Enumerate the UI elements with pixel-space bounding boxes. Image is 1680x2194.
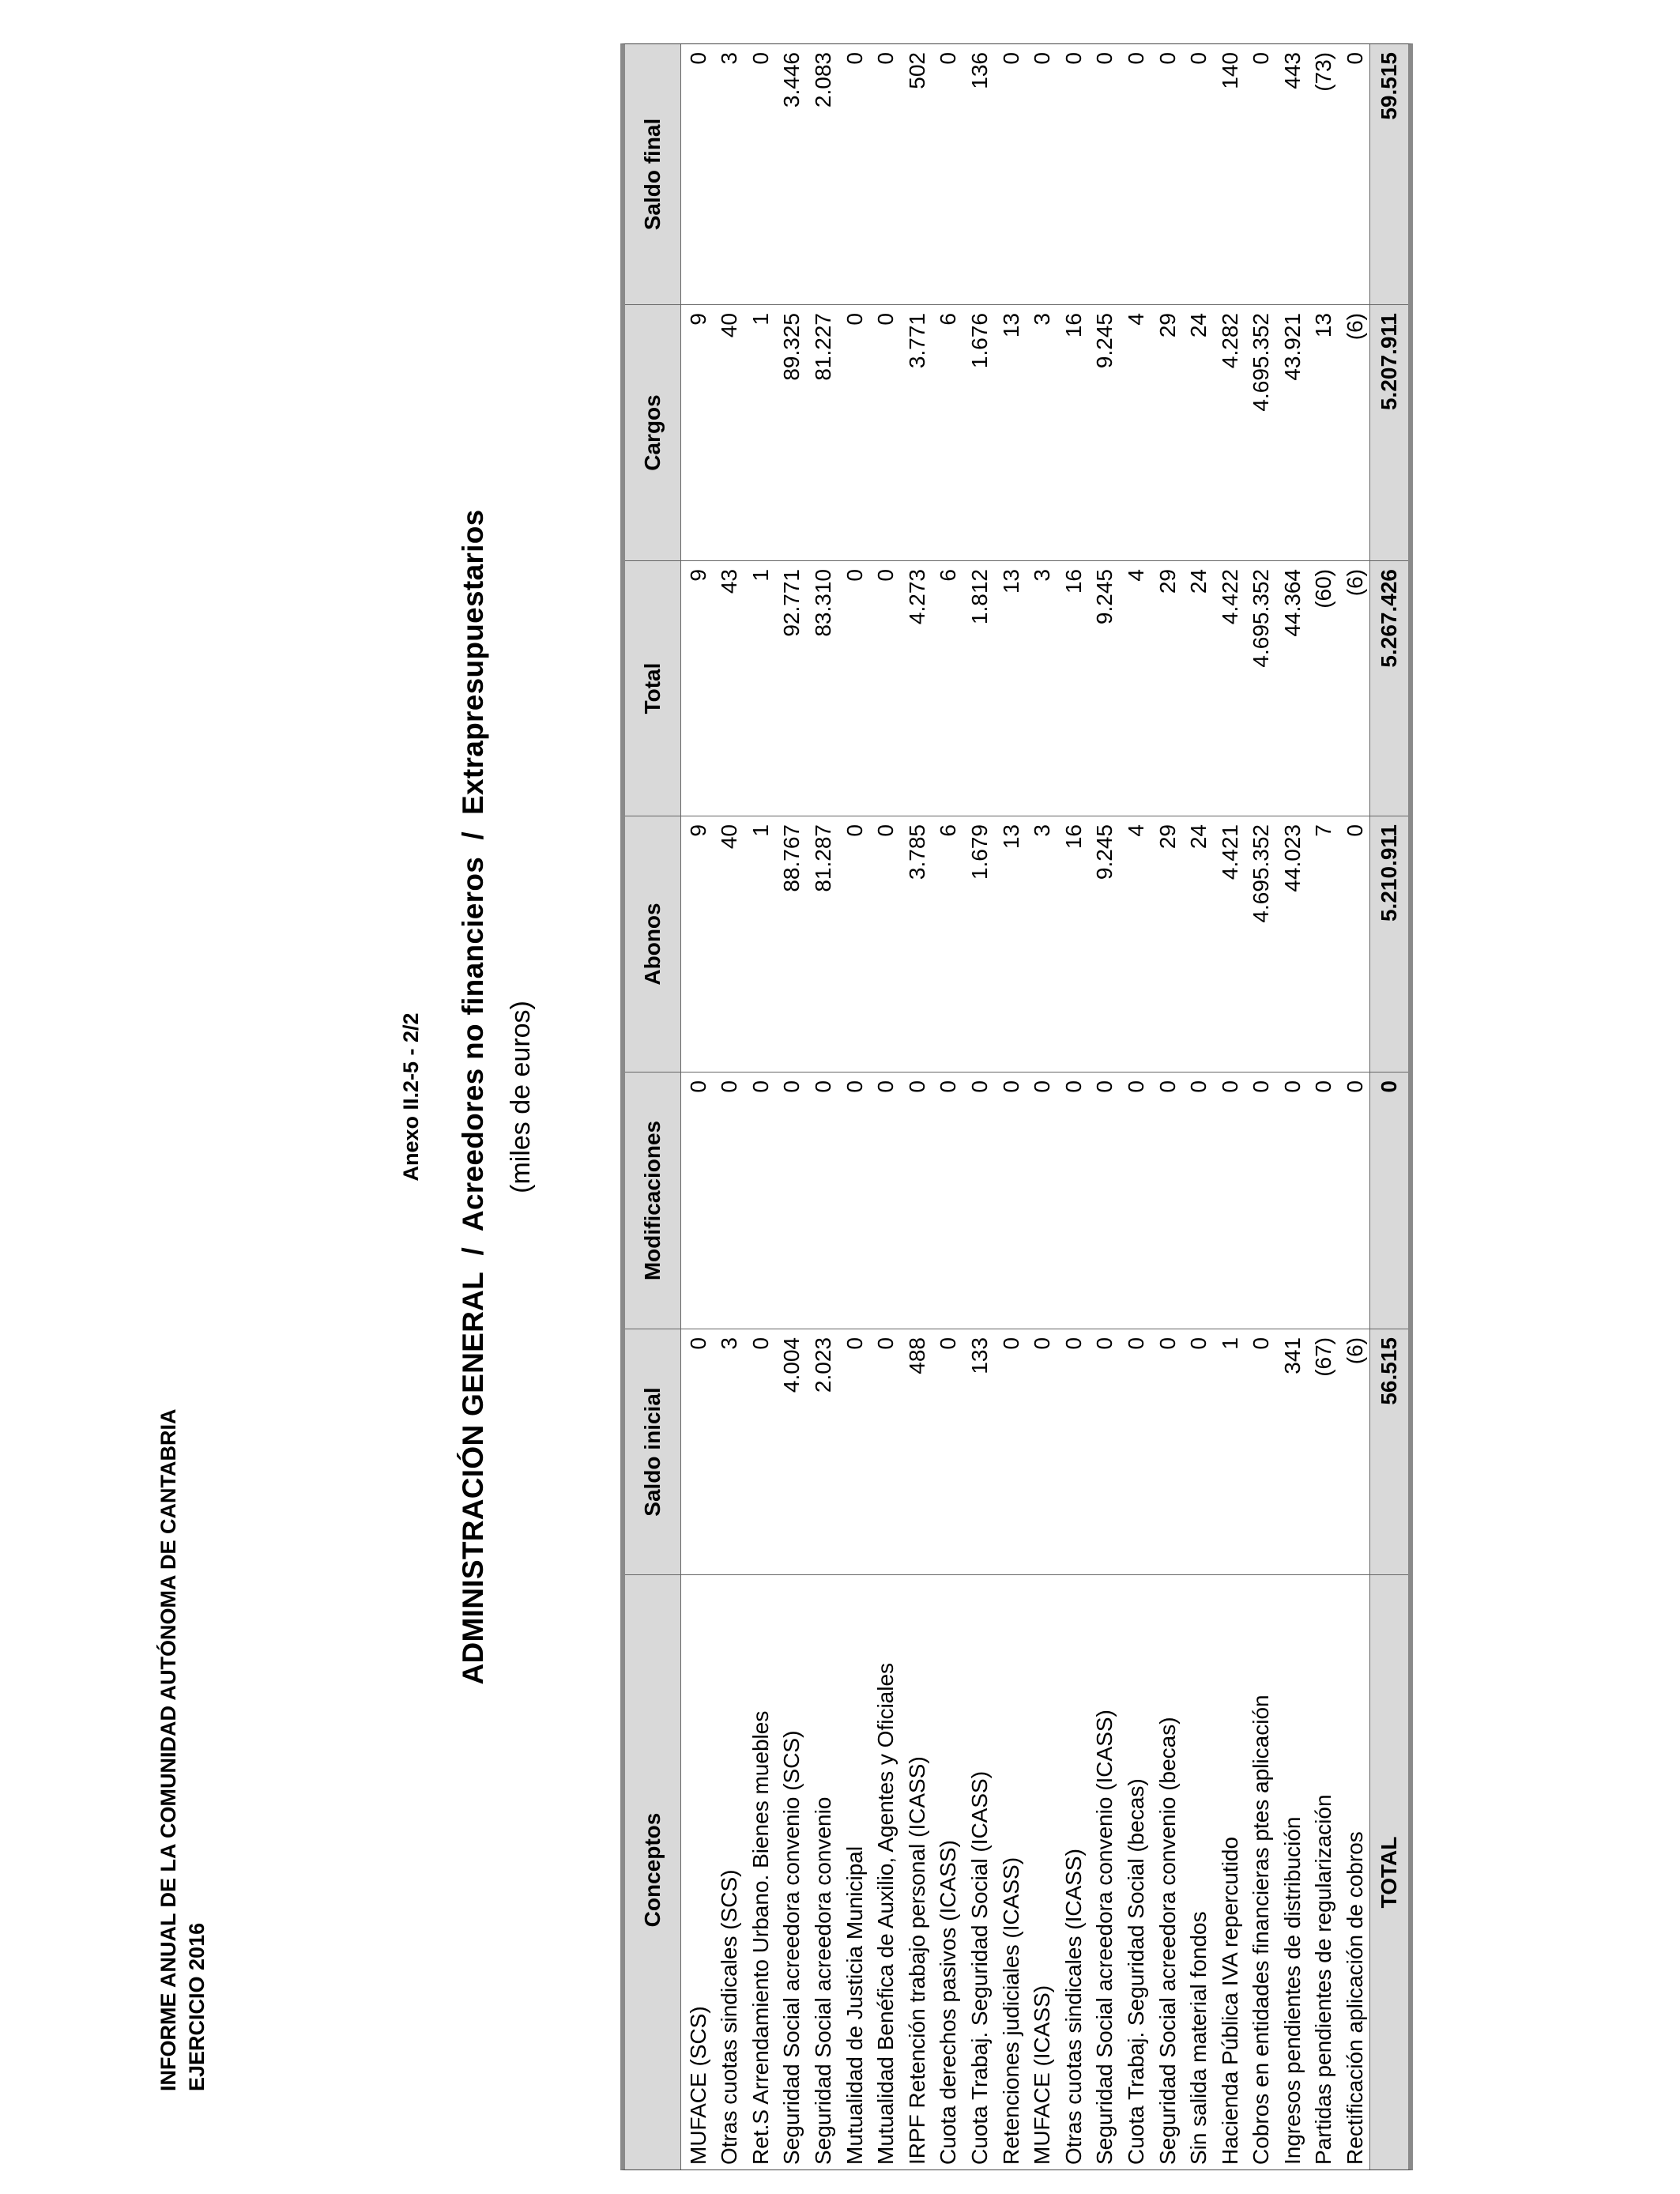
value-cell: 136: [966, 52, 992, 89]
value-cell: 0: [1119, 1329, 1151, 1574]
value-cell: (6): [1338, 560, 1369, 816]
concept-cell: Sin salida material fondos: [1182, 1574, 1214, 2169]
value-cell: 0: [748, 52, 773, 65]
total-value-cell: 0: [1370, 1072, 1408, 1329]
concept-cell: Cuota Trabaj. Seguridad Social (ICASS): [962, 1574, 994, 2169]
value-cell: 0: [1088, 1072, 1120, 1329]
value-cell: 0: [1030, 52, 1055, 65]
value-cell: 9: [681, 816, 713, 1072]
table-row: [806, 44, 838, 2169]
value-cell: 29: [1151, 816, 1182, 1072]
value-cell: 4.421: [1213, 816, 1245, 1072]
concept-cell: Mutualidad Benéfica de Auxilio, Agentes y Oficiales: [869, 1574, 901, 2169]
value-cell: 0: [869, 816, 901, 1072]
value-cell: 24: [1182, 304, 1214, 560]
concept-cell: Seguridad Social acreedora convenio (SCS): [775, 1574, 807, 2169]
value-cell: 4: [1119, 304, 1151, 560]
value-cell: 1: [744, 560, 775, 816]
concept-cell: Seguridad Social acreedora convenio (becas): [1151, 1574, 1182, 2169]
column-header: Conceptos: [625, 1574, 680, 2169]
value-cell: 0: [806, 1072, 838, 1329]
value-cell: 0: [838, 816, 869, 1072]
value-cell: 0: [994, 1072, 1026, 1329]
value-cell: 1.679: [962, 816, 994, 1072]
value-cell: 4.004: [775, 1329, 807, 1574]
value-cell: 0: [1060, 52, 1086, 65]
value-cell: 0: [1155, 52, 1180, 65]
value-cell: 0: [1186, 52, 1211, 65]
value-cell: 88.767: [775, 816, 807, 1072]
column-header: Modificaciones: [625, 1072, 680, 1329]
table-total-row: [1369, 44, 1408, 2169]
column-header: Cargos: [625, 304, 680, 560]
value-cell: 0: [842, 52, 867, 65]
value-cell: 0: [1092, 52, 1117, 65]
value-cell: 2.083: [810, 52, 835, 108]
concept-cell: Cobros en entidades financieras ptes aplicación: [1245, 1574, 1276, 2169]
value-cell: 0: [869, 1329, 901, 1574]
value-cell: 0: [900, 1072, 932, 1329]
value-cell: 0: [1026, 1329, 1057, 1574]
annex-label: Anexo II.2-5 - 2/2: [399, 1012, 423, 1182]
value-cell: 0: [994, 1329, 1026, 1574]
value-cell: 341: [1275, 1329, 1307, 1574]
value-cell: 3: [1026, 304, 1057, 560]
concept-cell: MUFACE (ICASS): [1026, 1574, 1057, 2169]
value-cell: 6: [932, 816, 963, 1072]
value-cell: 0: [1088, 1329, 1120, 1574]
total-value-cell: 56.515: [1370, 1329, 1408, 1574]
concept-cell: Otras cuotas sindicales (ICASS): [1057, 1574, 1088, 2169]
value-cell: 0: [1249, 52, 1274, 65]
value-cell: 3.446: [779, 52, 804, 108]
value-cell: 13: [994, 560, 1026, 816]
value-cell: 9.245: [1088, 816, 1120, 1072]
value-cell: 140: [1217, 52, 1242, 89]
value-cell: 81.287: [806, 816, 838, 1072]
concept-cell: Ingresos pendientes de distribución: [1275, 1574, 1307, 2169]
value-cell: 0: [1213, 1072, 1245, 1329]
total-value-cell: 59.515: [1377, 52, 1402, 120]
value-cell: 0: [1182, 1072, 1214, 1329]
value-cell: 1: [1213, 1329, 1245, 1574]
table-row: [1088, 44, 1120, 2169]
value-cell: 443: [1279, 52, 1305, 89]
value-cell: 0: [744, 1072, 775, 1329]
value-cell: 40: [713, 816, 744, 1072]
fiscal-year: EJERCICIO 2016: [185, 1922, 209, 2091]
value-cell: 0: [1123, 52, 1148, 65]
column-header: Total: [625, 560, 680, 816]
value-cell: 0: [838, 560, 869, 816]
value-cell: 89.325: [775, 304, 807, 560]
table-row: [1213, 44, 1245, 2169]
value-cell: 502: [904, 52, 929, 89]
table-row: [775, 44, 807, 2169]
value-cell: 0: [681, 1072, 713, 1329]
value-cell: 4: [1119, 560, 1151, 816]
total-value-cell: 5.210.911: [1370, 816, 1408, 1072]
value-cell: 3: [717, 52, 742, 65]
value-cell: 488: [900, 1329, 932, 1574]
units-label: (miles de euros): [506, 1001, 536, 1193]
value-cell: 0: [1245, 1072, 1276, 1329]
value-cell: 4.282: [1213, 304, 1245, 560]
value-cell: 9: [681, 304, 713, 560]
value-cell: 4.422: [1213, 560, 1245, 816]
value-cell: 0: [1057, 1072, 1088, 1329]
value-cell: 9.245: [1088, 560, 1120, 816]
column-header: Abonos: [625, 816, 680, 1072]
value-cell: 29: [1151, 304, 1182, 560]
value-cell: 0: [1151, 1329, 1182, 1574]
value-cell: 3: [713, 1329, 744, 1574]
value-cell: 16: [1057, 816, 1088, 1072]
value-cell: 0: [838, 1329, 869, 1574]
value-cell: 43.921: [1275, 304, 1307, 560]
report-title: INFORME ANUAL DE LA COMUNIDAD AUTÓNOMA DE CANTABRIA: [156, 1408, 180, 2091]
value-cell: 0: [1343, 52, 1368, 65]
concept-cell: Ret.S Arrendamiento Urbano. Bienes muebles: [744, 1574, 775, 2169]
table-row: [1338, 44, 1369, 2169]
table-row: [900, 44, 932, 2169]
table-row: [994, 44, 1026, 2169]
value-cell: 0: [1182, 1329, 1214, 1574]
value-cell: 0: [869, 1072, 901, 1329]
value-cell: 0: [962, 1072, 994, 1329]
value-cell: 0: [744, 1329, 775, 1574]
value-cell: 9.245: [1088, 304, 1120, 560]
table-row: [1119, 44, 1151, 2169]
value-cell: 0: [1245, 1329, 1276, 1574]
concept-cell: Retenciones judiciales (ICASS): [994, 1574, 1026, 2169]
value-cell: 0: [998, 52, 1023, 65]
value-cell: 0: [932, 1329, 963, 1574]
value-cell: 40: [713, 304, 744, 560]
table-body: [681, 44, 1369, 2169]
value-cell: 0: [685, 52, 710, 65]
table-row: [869, 44, 901, 2169]
value-cell: 0: [838, 304, 869, 560]
table-header: [625, 44, 681, 2169]
value-cell: 13: [994, 304, 1026, 560]
value-cell: (6): [1338, 304, 1369, 560]
value-cell: 3.771: [900, 304, 932, 560]
page-title: ADMINISTRACIÓN GENERAL / Acreedores no financieros / Extrapresupuestarios: [457, 509, 489, 1685]
value-cell: 0: [869, 304, 901, 560]
value-cell: 0: [932, 1072, 963, 1329]
value-cell: 0: [1275, 1072, 1307, 1329]
table-row: [838, 44, 869, 2169]
value-cell: 0: [1057, 1329, 1088, 1574]
concept-cell: Cuota derechos pasivos (ICASS): [932, 1574, 963, 2169]
table-row: [1275, 44, 1307, 2169]
concept-cell: Mutualidad de Justicia Municipal: [838, 1574, 869, 2169]
value-cell: 0: [1026, 1072, 1057, 1329]
value-cell: 0: [1338, 816, 1369, 1072]
value-cell: 4.695.352: [1245, 560, 1276, 816]
total-value-cell: 5.267.426: [1370, 560, 1408, 816]
total-label: TOTAL: [1370, 1574, 1408, 2169]
value-cell: (6): [1338, 1329, 1369, 1574]
value-cell: 44.023: [1275, 816, 1307, 1072]
value-cell: 3: [1026, 560, 1057, 816]
table-row: [1182, 44, 1214, 2169]
value-cell: 0: [1307, 1072, 1339, 1329]
table-row: [932, 44, 963, 2169]
value-cell: 0: [869, 560, 901, 816]
value-cell: 44.364: [1275, 560, 1307, 816]
value-cell: (60): [1307, 560, 1339, 816]
value-cell: 2.023: [806, 1329, 838, 1574]
value-cell: 43: [713, 560, 744, 816]
table-row: [713, 44, 744, 2169]
value-cell: 0: [775, 1072, 807, 1329]
value-cell: 13: [994, 816, 1026, 1072]
value-cell: 4: [1119, 816, 1151, 1072]
concept-cell: Partidas pendientes de regularización: [1307, 1574, 1339, 2169]
value-cell: 1: [744, 816, 775, 1072]
value-cell: 81.227: [806, 304, 838, 560]
value-cell: 7: [1307, 816, 1339, 1072]
value-cell: 0: [873, 52, 898, 65]
column-header: Saldo final: [640, 118, 665, 231]
concept-cell: Cuota Trabaj. Seguridad Social (becas): [1119, 1574, 1151, 2169]
table-row: [1057, 44, 1088, 2169]
value-cell: 24: [1182, 816, 1214, 1072]
total-value-cell: 5.207.911: [1370, 304, 1408, 560]
report-header: [154, 1409, 211, 2091]
value-cell: 1.676: [962, 304, 994, 560]
table-row: [1245, 44, 1276, 2169]
table-row: [1307, 44, 1339, 2169]
concept-cell: Hacienda Pública IVA repercutido: [1213, 1574, 1245, 2169]
concept-cell: IRPF Retención trabajo personal (ICASS): [900, 1574, 932, 2169]
table-row: [681, 44, 713, 2169]
table-row: [962, 44, 994, 2169]
value-cell: 16: [1057, 560, 1088, 816]
value-cell: 24: [1182, 560, 1214, 816]
value-cell: 1.812: [962, 560, 994, 816]
value-cell: 16: [1057, 304, 1088, 560]
concept-cell: Seguridad Social acreedora convenio: [806, 1574, 838, 2169]
value-cell: (73): [1311, 52, 1336, 92]
value-cell: 9: [681, 560, 713, 816]
value-cell: 133: [962, 1329, 994, 1574]
value-cell: 0: [681, 1329, 713, 1574]
concept-cell: Rectificación aplicación de cobros: [1338, 1574, 1369, 2169]
value-cell: 6: [932, 304, 963, 560]
value-cell: 0: [1151, 1072, 1182, 1329]
value-cell: 4.695.352: [1245, 816, 1276, 1072]
value-cell: 0: [838, 1072, 869, 1329]
value-cell: 83.310: [806, 560, 838, 816]
value-cell: 4.273: [900, 560, 932, 816]
value-cell: 29: [1151, 560, 1182, 816]
value-cell: 13: [1307, 304, 1339, 560]
value-cell: 0: [713, 1072, 744, 1329]
value-cell: 92.771: [775, 560, 807, 816]
value-cell: 3.785: [900, 816, 932, 1072]
column-header: Saldo inicial: [625, 1329, 680, 1574]
table-row: [1151, 44, 1182, 2169]
value-cell: 3: [1026, 816, 1057, 1072]
table-row: [744, 44, 775, 2169]
value-cell: 0: [1119, 1072, 1151, 1329]
concept-cell: Seguridad Social acreedora convenio (ICASS): [1088, 1574, 1120, 2169]
value-cell: 0: [1338, 1072, 1369, 1329]
concept-cell: Otras cuotas sindicales (SCS): [713, 1574, 744, 2169]
concept-cell: MUFACE (SCS): [681, 1574, 713, 2169]
value-cell: 1: [744, 304, 775, 560]
table-row: [1026, 44, 1057, 2169]
value-cell: 0: [936, 52, 961, 65]
value-cell: (67): [1307, 1329, 1339, 1574]
value-cell: 6: [932, 560, 963, 816]
creditors-table: [620, 43, 1413, 2170]
value-cell: 4.695.352: [1245, 304, 1276, 560]
